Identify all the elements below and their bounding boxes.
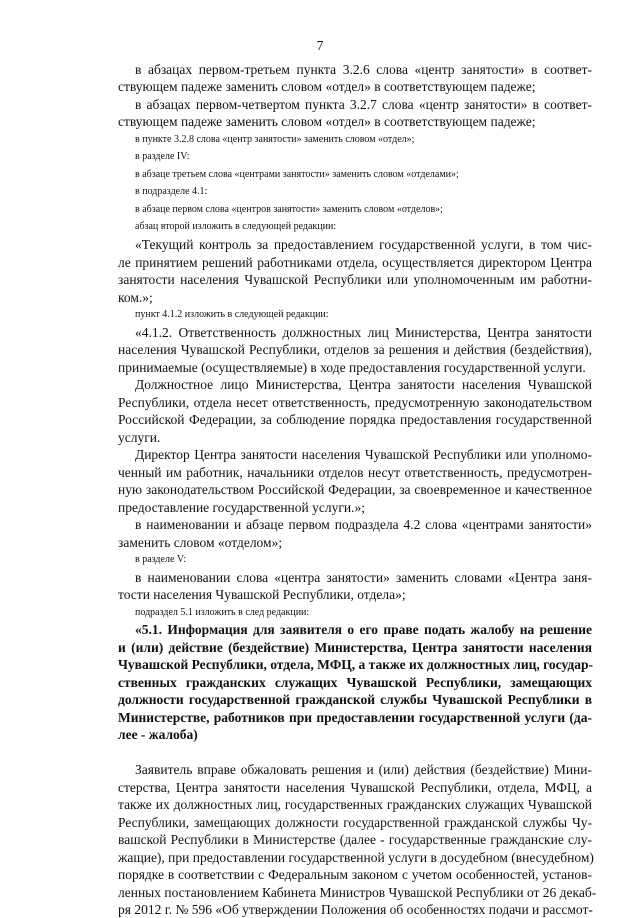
text-line: в абзаце первом слова «центров занятости» заменить словом «отделов»;	[135, 204, 443, 215]
text-line: Должностное лицо Министерства, Центра занятости населения Чувашской	[135, 377, 592, 392]
text-line: ленных постановлением Кабинета Министров Чувашской Республики от 26 декаб-	[118, 885, 597, 900]
text-line: ную законодательством Российской Федерации, за своевременное и качественное	[118, 482, 592, 497]
section-heading-line: Чувашской Республики, отдела, МФЦ, а также их должностных лиц, государ-	[118, 657, 593, 672]
section-heading-line: «5.1. Информация для заявителя о его праве подать жалобу на решение	[135, 622, 592, 637]
text-line: населения Чувашской Республики, отделов за решения и действия (бездействия),	[118, 342, 592, 357]
text-line: стерства, Центра занятости населения Чувашской Республики, отдела, МФЦ, а	[118, 780, 592, 795]
text-line: предоставление государственной услуги.»;	[118, 500, 365, 515]
section-heading-line: и (или) действие (бездействие) Министерства, Центра занятости населения	[118, 640, 592, 655]
text-line: вашской Республики в Министерстве (далее - государственные гражданские слу-	[118, 832, 592, 847]
text-line: Республики, замещающих должности государственной гражданской службы Чу-	[118, 815, 592, 830]
text-line: тости населения Чувашской Республики, отдела»;	[118, 587, 406, 602]
text-line: в разделе IV:	[135, 151, 190, 162]
text-line: Российской Федерации, за соблюдение порядка предоставления государственной	[118, 412, 592, 427]
page-number: 7	[316, 38, 324, 53]
text-line: ствующем падеже заменить словом «отдел» в соответствующем падеже;	[118, 114, 536, 129]
text-line: Заявитель вправе обжаловать решения и (или) действия (бездействие) Мини-	[135, 762, 592, 777]
text-line: подраздел 5.1 изложить в след редакции:	[135, 607, 310, 618]
text-line: заменить словом «отделом»;	[118, 535, 283, 550]
text-line: в абзацах первом-третьем пункта 3.2.6 слова «центр занятости» в соответ-	[135, 62, 592, 77]
text-line: ря 2012 г. № 596 «Об утверждении Положения об особенностях подачи и рассмот-	[118, 902, 593, 917]
text-line: в наименовании и абзаце первом подраздела 4.2 слова «центрами занятости»	[135, 517, 592, 532]
text-line: ченный им работник, начальники отделов несут ответственность, предусмотрен-	[118, 465, 592, 480]
text-line: также их должностных лиц, государственных гражданских служащих Чувашской	[118, 797, 592, 812]
text-line: в разделе V:	[135, 554, 187, 565]
section-heading-line: Министерстве, работников при предоставлении государственной услуги (да-	[118, 710, 592, 725]
text-line: жащие), при предоставлении государственной услуги в досудебном (внесудебном)	[118, 850, 594, 865]
text-line: ком.»;	[118, 290, 153, 305]
text-line: Республики, отдела несет ответственность, предусмотренную законодательством	[118, 395, 592, 410]
section-heading-line: лее - жалоба)	[118, 727, 198, 742]
text-line: принимаемые (осуществляемые) в ходе предоставления государственной услуги.	[118, 360, 586, 375]
text-line: ствующем падеже заменить словом «отдел» в соответствующем падеже;	[118, 79, 536, 94]
text-line: в пункте 3.2.8 слова «центр занятости» заменить словом «отдел»;	[135, 134, 415, 145]
text-line: порядке в соответствии с Федеральным законом с учетом особенностей, установ-	[118, 867, 592, 882]
text-line: «4.1.2. Ответственность должностных лиц Министерства, Центра занятости	[135, 325, 592, 340]
section-heading-line: ственных гражданских служащих Чувашской Республики, замещающих	[118, 675, 592, 690]
text-line: в абзацах первом-четвертом пункта 3.2.7 слова «центр занятости» в соответ-	[135, 97, 592, 112]
text-line: ле принятием решений работниками отдела, осуществляется директором Центра	[118, 255, 592, 270]
text-line: в абзаце третьем слова «центрами занятости» заменить словом «отделами»;	[135, 169, 459, 180]
text-line: услуги.	[118, 430, 161, 445]
text-line: «Текущий контроль за предоставлением государственной услуги, в том чис-	[135, 237, 592, 252]
text-line: занятости населения Чувашской Республики или уполномоченным им работни-	[118, 272, 592, 287]
text-line: пункт 4.1.2 изложить в следующей редакции:	[135, 309, 329, 320]
text-line: в наименовании слова «центра занятости» заменить словами «Центра заня-	[135, 570, 592, 585]
text-line: абзац второй изложить в следующей редакции:	[135, 221, 337, 232]
text-line: в подразделе 4.1:	[135, 186, 208, 197]
section-heading-line: должности государственной гражданской службы Чувашской Республики в	[118, 692, 592, 707]
text-line: Директор Центра занятости населения Чувашской Республики или уполномо-	[135, 447, 592, 462]
